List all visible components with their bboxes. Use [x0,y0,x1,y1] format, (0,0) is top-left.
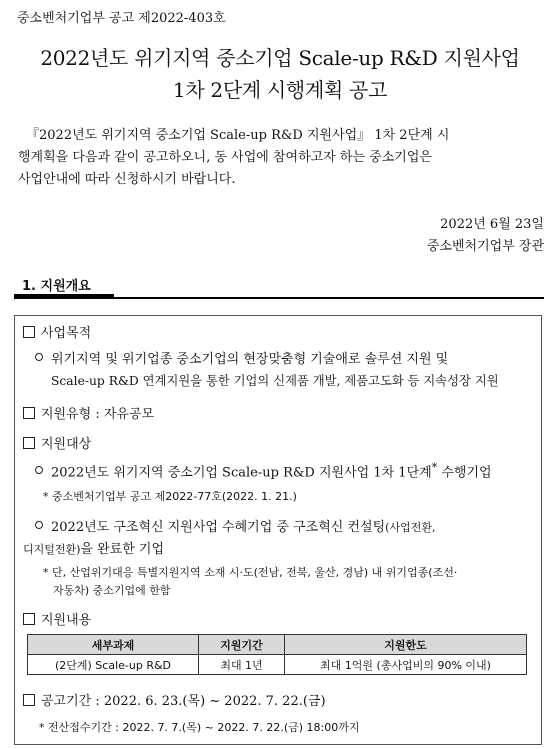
checkbox-square-icon [23,613,35,625]
notice-period-label: 공고기간 : 2022. 6. 23.(목) ~ 2022. 7. 22.(금) [41,694,326,709]
target-1-tail: 수행기업 [437,465,492,481]
notice-date: 2022년 6월 23일 [440,217,544,232]
title-line-1: 2022년도 위기지역 중소기업 Scale-up R&D 지원사업 [40,46,520,70]
checkbox-square-icon [23,437,35,449]
target-2-text-b: (사업전환, [385,521,436,534]
table-cell: 최대 1년 [199,655,285,675]
content-label: 지원내용 [41,613,92,628]
target-2-text-c: 디지털전환) [23,543,81,556]
bullet-circle-icon [35,521,43,529]
table-header-cell: 지원한도 [285,635,527,655]
checkbox-square-icon [23,694,35,706]
target-item-2-cont [23,538,164,557]
target-2-note-2: 자동차) 중소기업에 한함 [53,584,171,597]
intro-line-2: 행계획을 다음과 같이 공고하오니, 동 사업에 참여하고자 하는 중소기업은 [18,150,432,165]
purpose-label: 사업목적 [41,326,92,341]
page-title [0,42,560,106]
target-heading [23,433,91,452]
table-header-cell: 세부과제 [28,635,199,655]
bullet-circle-icon [35,353,43,361]
target-1-note: * 중소벤처기업부 공고 제2022-77호(2022. 1. 21.) [43,490,297,503]
issuer: 중소벤처기업부 장관 [426,239,544,254]
target-1-text: 2022년도 위기지역 중소기업 Scale-up R&D 지원사업 1차 1단계 [51,465,432,481]
notice-period [23,690,326,709]
target-2-text-d: 을 완료한 기업 [80,542,165,557]
table-header-cell: 지원기간 [199,635,285,655]
intro-line-3: 사업안내에 따라 신청하시기 바랍니다. [18,172,236,187]
support-overview-box [14,315,542,745]
online-submission-note: * 전산접수기간 : 2022. 7. 7.(목) ~ 2022. 7. 22.(금) 18:00까지 [39,721,360,734]
table-cell: (2단계) Scale-up R&D [28,655,199,675]
table-cell: 최대 1억원 (총사업비의 90% 이내) [285,655,527,675]
target-label: 지원대상 [41,437,92,452]
title-line-2: 1차 2단계 시행계획 공고 [172,78,388,102]
content-heading [23,609,91,628]
notice-number: 중소벤처기업부 공고 제2022-403호 [17,11,226,26]
intro-paragraph [18,125,544,191]
target-2-note-1: * 단, 산업위기대응 특별지원지역 소재 시·도(전남, 전북, 울산, 경남) 내 위기업종(조선· [43,566,458,579]
signature-block [427,214,544,258]
purpose-line-2: Scale-up R&D 연계지원을 통한 기업의 신제품 개발, 제품고도화 등 지속성장 지원 [51,374,499,388]
target-item-2 [35,516,435,535]
target-item-1 [35,461,492,480]
support-content-table [27,634,527,675]
checkbox-square-icon [23,326,35,338]
checkbox-square-icon [23,407,35,419]
section-heading-label: 1. 지원개요 [22,279,91,294]
purpose-line-1 [35,348,448,367]
target-1-footnote-mark: * [431,461,438,474]
intro-line-1: 『2022년도 위기지역 중소기업 Scale-up R&D 지원사업』 1차 2단계 시 [26,128,450,143]
support-type [23,403,154,422]
section-heading-underline [14,294,114,297]
table-row [28,655,527,675]
section-heading [14,275,544,299]
target-2-text-a: 2022년도 구조혁신 지원사업 수혜기업 중 구조혁신 컨설팅 [51,520,386,535]
purpose-text-1: 위기지역 및 위기업종 중소기업의 현장맞춤형 기술애로 솔루션 지원 및 [51,352,449,367]
table-header-row [28,635,527,655]
support-type-label: 지원유형 : 자유공모 [41,407,155,422]
purpose-heading [23,322,91,341]
bullet-circle-icon [35,466,43,474]
